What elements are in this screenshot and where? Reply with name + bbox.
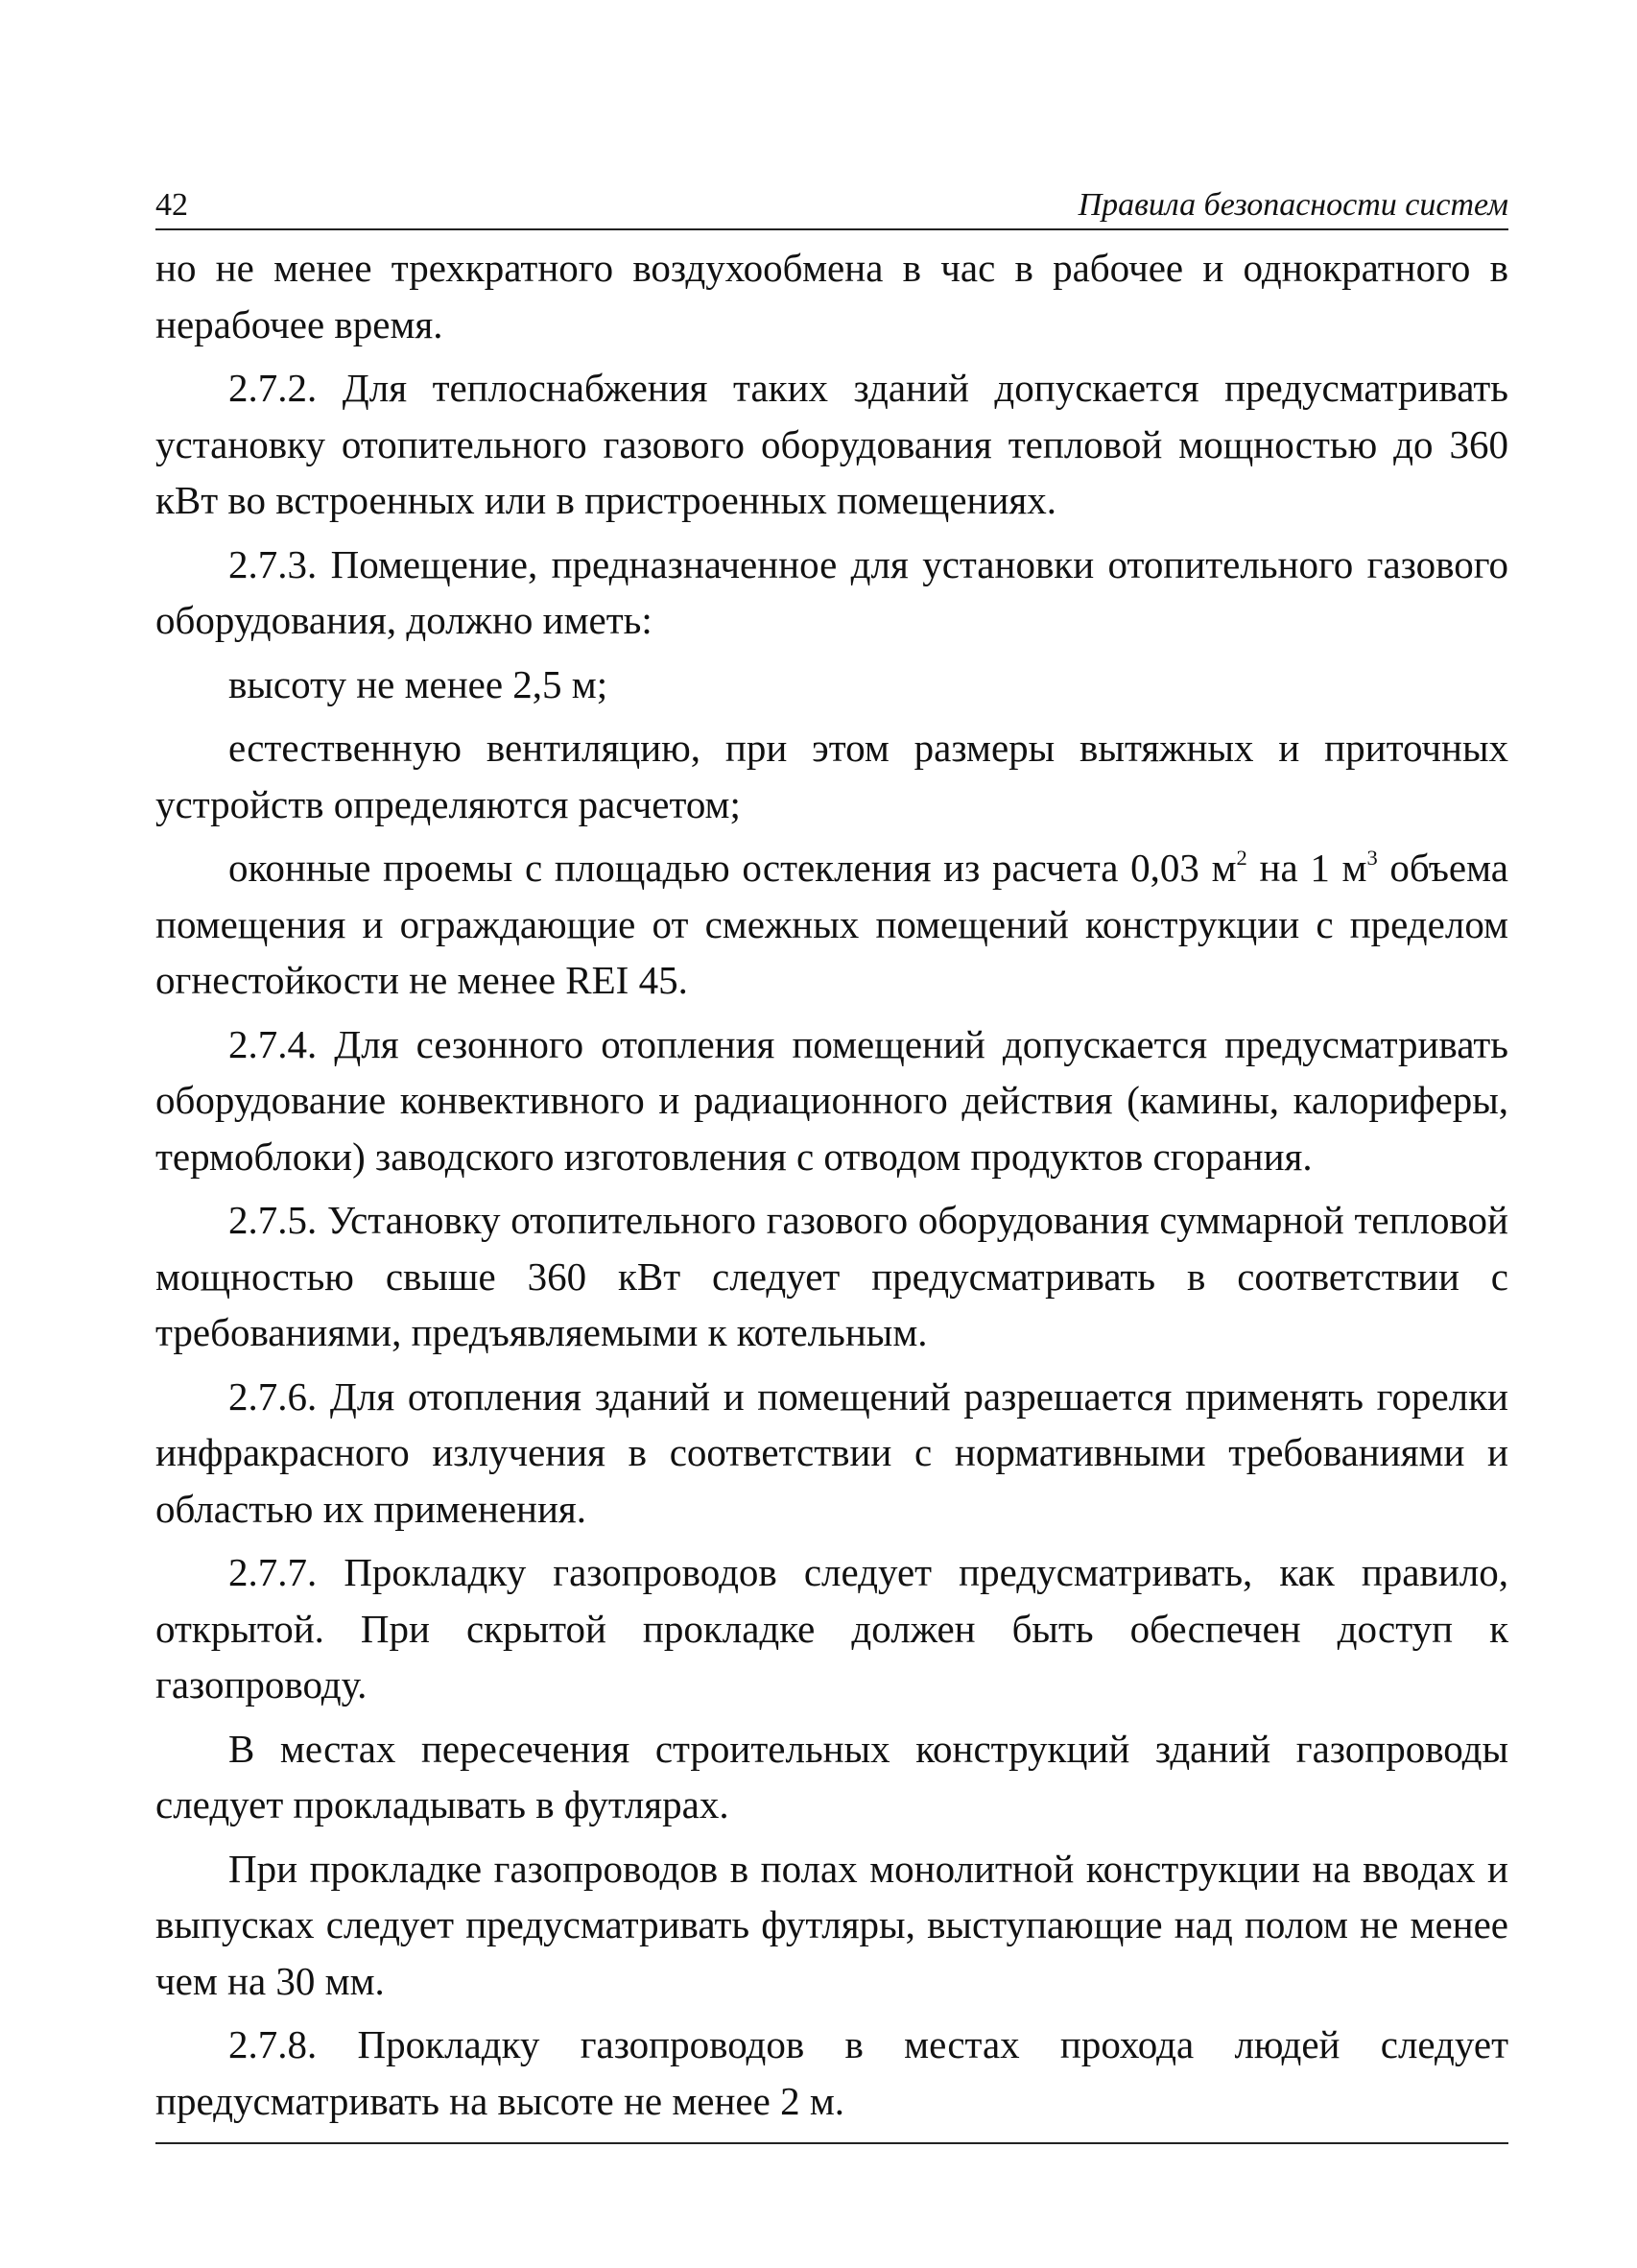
page-number: 42 [155, 187, 188, 223]
paragraph-continuation: но не менее трехкратного воздухообмена в час в рабочее и однократного в нерабочее время. [155, 246, 1508, 346]
windows-text-part-2: на 1 м [1246, 846, 1367, 890]
requirement-ventilation: естественную вентиляцию, при этом размеры вытяжных и приточных устройств определяются расчетом; [155, 726, 1508, 826]
page-header [155, 182, 1508, 230]
requirement-windows [155, 840, 1508, 1009]
paragraph-2-7-3: 2.7.3. Помещение, предназначенное для установки отопительного газового оборудования, должно иметь: [155, 541, 1508, 642]
windows-text-part-3: объема помещения и ограждающие от смежных помещений конструкции с пределом огнестойкости не менее REI 45. [155, 846, 1508, 1002]
requirement-height: высоту не менее 2,5 м; [228, 661, 608, 706]
paragraph-2-7-8: 2.7.8. Прокладку газопроводов в местах прохода людей следует предусматривать на высоте не менее 2 м. [155, 2022, 1508, 2123]
superscript-squared: 2 [1236, 846, 1247, 871]
paragraph-crossing-structures: В местах пересечения строительных конструкций зданий газопроводы следует прокладывать в футлярах. [155, 1726, 1508, 1826]
paragraph-2-7-6: 2.7.6. Для отопления зданий и помещений разрешается применять горелки инфракрасного излучения в соответствии с нормативными требованиями и областью их применения. [155, 1373, 1508, 1531]
superscript-cubed: 3 [1366, 846, 1378, 871]
paragraph-2-7-5: 2.7.5. Установку отопительного газового оборудования суммарной тепловой мощностью свыше 360 кВт следует предусматривать в соответствии с требованиями, предъявляемыми к котельным. [155, 1198, 1508, 1354]
paragraph-2-7-7: 2.7.7. Прокладку газопроводов следует предусматривать, как правило, открытой. При скрытой прокладке должен быть обеспечен доступ к газопроводу. [155, 1550, 1508, 1707]
paragraph-2-7-2: 2.7.2. Для теплоснабжения таких зданий допускается предусматривать установку отопительного газового оборудования тепловой мощностью до 360 кВт во встроенных или в пристроенных помещениях. [155, 366, 1508, 522]
running-title: Правила безопасности систем [1078, 187, 1508, 223]
body-text [155, 240, 1508, 2129]
paragraph-monolithic-floors: При прокладке газопроводов в полах монолитной конструкции на вводах и выпусках следует предусматривать футляры, выступающие над полом не менее чем на 30 мм. [155, 1846, 1508, 2003]
page [155, 182, 1508, 2129]
paragraph-2-7-4: 2.7.4. Для сезонного отопления помещений допускается предусматривать оборудование конвективного и радиационного действия (камины, калориферы, термоблоки) заводского изготовления с отводом продуктов сгорания. [155, 1021, 1508, 1179]
windows-text-part-1: оконные проемы с площадью остекления из расчета 0,03 м [228, 846, 1237, 890]
footer-rule [155, 2142, 1508, 2144]
